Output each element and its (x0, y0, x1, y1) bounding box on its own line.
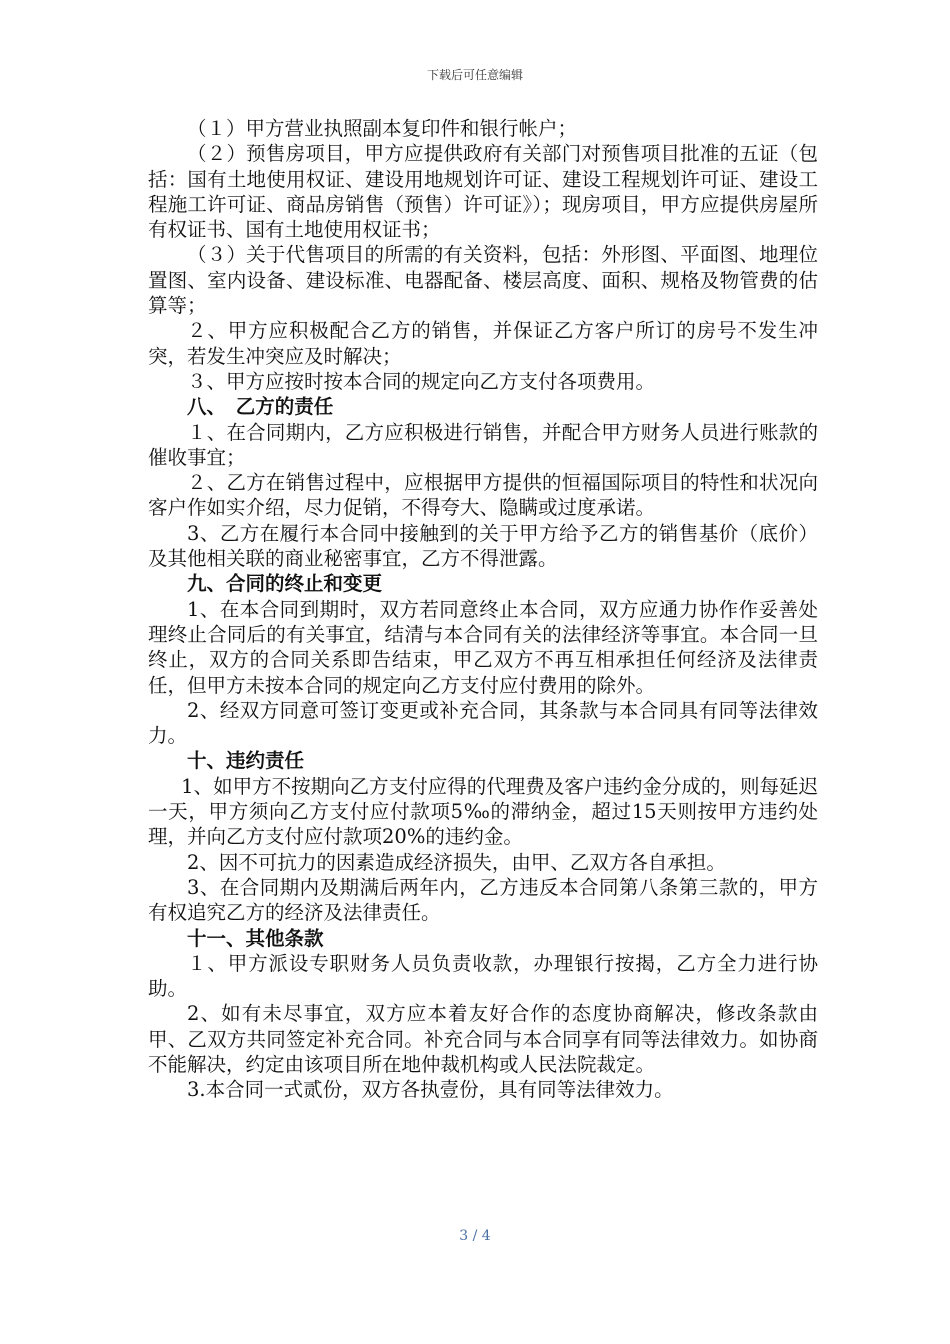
paragraph: ２、甲方应积极配合乙方的销售，并保证乙方客户所订的房号不发生冲突，若发生冲突应及时解决； (148, 319, 818, 368)
section-heading-11: 十一、其他条款 (187, 926, 324, 950)
page-header-note: 下载后可任意编辑 (426, 68, 523, 82)
paragraph: （１）甲方营业执照副本复印件和银行帐户； (187, 117, 578, 140)
paragraph: 3.本合同一式贰份，双方各执壹份，具有同等法律效力。 (187, 1078, 674, 1102)
paragraph: 1、在本合同到期时，双方若同意终止本合同，双方应通力协作作妥善处理终止合同后的有关事宜，结清与本合同有关的法律经济等事宜。本合同一旦终止，双方的合同关系即告结束，甲乙双方不再互相承担任何经济及法律责任，但甲方未按本合同的规定向乙方支付应付费用的除外。 (148, 597, 818, 697)
paragraph: 2、如有未尽事宜，双方应本着友好合作的态度协商解决，修改条款由甲、乙双方共同签定补充合同。补充合同与本合同享有同等法律效力。如协商不能解决，约定由该项目所在地仲裁机构或人民法院裁定。 (148, 1002, 818, 1076)
page-number: 3 / 4 (459, 1228, 491, 1244)
paragraph: １、在合同期内，乙方应积极进行销售，并配合甲方财务人员进行账款的催收事宜； (148, 420, 818, 469)
paragraph: 2、经双方同意可签订变更或补充合同，其条款与本合同具有同等法律效力。 (148, 698, 818, 748)
paragraph: ２、乙方在销售过程中，应根据甲方提供的恒福国际项目的特性和状况向客户作如实介绍，尽力促销，不得夸大、隐瞒或过度承诺。 (148, 471, 818, 520)
paragraph: （２）预售房项目，甲方应提供政府有关部门对预售项目批准的五证（包括：国有土地使用权证、建设用地规划许可证、建设工程规划许可证、建设工程施工许可证、商品房销售（预售）许可证》）；现房项目，甲方应提供房屋所有权证书、国有土地使用权证书； (148, 142, 818, 242)
paragraph: 1、如甲方不按期向乙方支付应得的代理费及客户违约金分成的，则每延迟一天，甲方须向乙方支付应付款项5‰的滞纳金，超过15天则按甲方违约处理，并向乙方支付应付款项20%的违约金。 (148, 774, 818, 849)
paragraph: 3、乙方在履行本合同中接触到的关于甲方给予乙方的销售基价（底价）及其他相关联的商业秘密事宜，乙方不得泄露。 (148, 521, 818, 571)
section-heading-9: 九、合同的终止和变更 (187, 572, 383, 596)
contract-body (148, 116, 818, 1103)
section-heading-8: 八、 乙方的责任 (187, 395, 334, 419)
paragraph: （３）关于代售项目的所需的有关资料，包括：外形图、平面图、地理位置图、室内设备、建设标准、电器配备、楼层高度、面积、规格及物管费的估算等； (148, 243, 818, 318)
paragraph: ３、甲方应按时按本合同的规定向乙方支付各项费用。 (187, 369, 656, 393)
paragraph: １、甲方派设专职财务人员负责收款，办理银行按揭，乙方全力进行协助。 (148, 951, 818, 1001)
paragraph: 2、因不可抗力的因素造成经济损失，由甲、乙双方各自承担。 (187, 850, 726, 874)
paragraph: 3、在合同期内及期满后两年内，乙方违反本合同第八条第三款的，甲方有权追究乙方的经济及法律责任。 (148, 875, 818, 925)
section-heading-10: 十、违约责任 (187, 749, 305, 773)
